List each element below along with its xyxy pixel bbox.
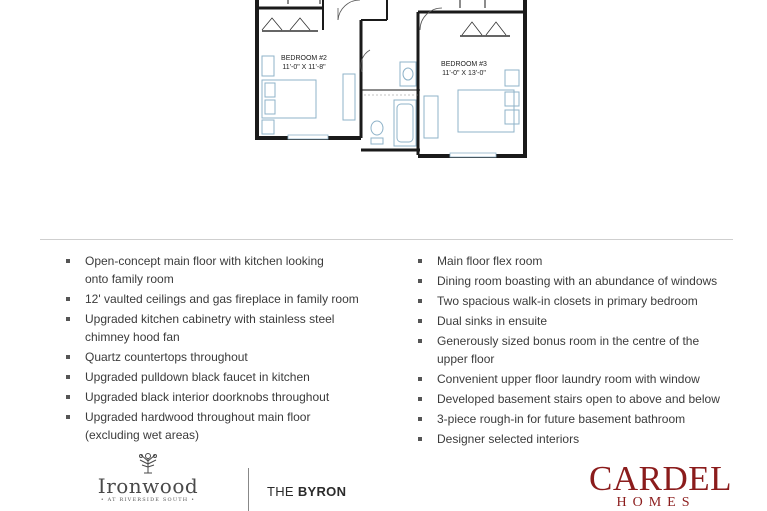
- feature-item: Main floor flex room: [416, 252, 746, 270]
- section-divider: [40, 239, 733, 240]
- feature-item: Convenient upper floor laundry room with window: [416, 370, 746, 388]
- room-name-bedroom-2: BEDROOM #2: [281, 55, 327, 62]
- feature-item: Upgraded black interior doorknobs throughout: [64, 388, 364, 406]
- feature-item: Developed basement stairs open to above and below: [416, 390, 746, 408]
- builder-name: CARDEL: [589, 459, 732, 498]
- bathroom-fixtures: [371, 62, 416, 146]
- feature-item: Upgraded kitchen cabinetry with stainless steel chimney hood fan: [64, 310, 364, 346]
- floor-plan: [0, 0, 767, 236]
- window-bedroom-3: [450, 153, 496, 157]
- room-dimensions-bedroom-3: 11'-0" X 13'-0": [442, 70, 486, 77]
- feature-item: Two spacious walk-in closets in primary bedroom: [416, 292, 746, 310]
- features-list-left: [64, 252, 364, 446]
- feature-item: 3-piece rough-in for future basement bathroom: [416, 410, 746, 428]
- community-name: Ironwood: [97, 474, 199, 498]
- exterior-walls: [257, 0, 525, 156]
- cardel-homes-logo: [589, 459, 732, 510]
- room-dimensions-bedroom-2: 11'-0" X 11'-8": [282, 64, 326, 71]
- feature-item: 12' vaulted ceilings and gas fireplace in family room: [64, 290, 364, 308]
- tree-seal-icon: [136, 452, 160, 474]
- builder-subtitle: HOMES: [616, 495, 696, 510]
- feature-item: Upgraded pulldown black faucet in kitchen: [64, 368, 364, 386]
- footer-divider: [248, 468, 249, 511]
- feature-item: Designer selected interiors: [416, 430, 746, 448]
- feature-item: Dual sinks in ensuite: [416, 312, 746, 330]
- window-bedroom-2: [288, 135, 328, 139]
- room-name-bedroom-3: BEDROOM #3: [441, 61, 487, 68]
- feature-item: Open-concept main floor with kitchen looking onto family room: [64, 252, 364, 288]
- ironwood-logo: [82, 452, 214, 503]
- feature-item: Dining room boasting with an abundance of windows: [416, 272, 746, 290]
- feature-item: Upgraded hardwood throughout main floor (excluding wet areas): [64, 408, 364, 444]
- features-list-right: [416, 252, 746, 450]
- model-name: THE BYRON: [267, 484, 347, 499]
- feature-item: Quartz countertops throughout: [64, 348, 364, 366]
- community-tagline: • AT RIVERSIDE SOUTH •: [100, 497, 196, 503]
- bedroom-3-furniture: [424, 70, 519, 138]
- feature-item: Generously sized bonus room in the centre of the upper floor: [416, 332, 746, 368]
